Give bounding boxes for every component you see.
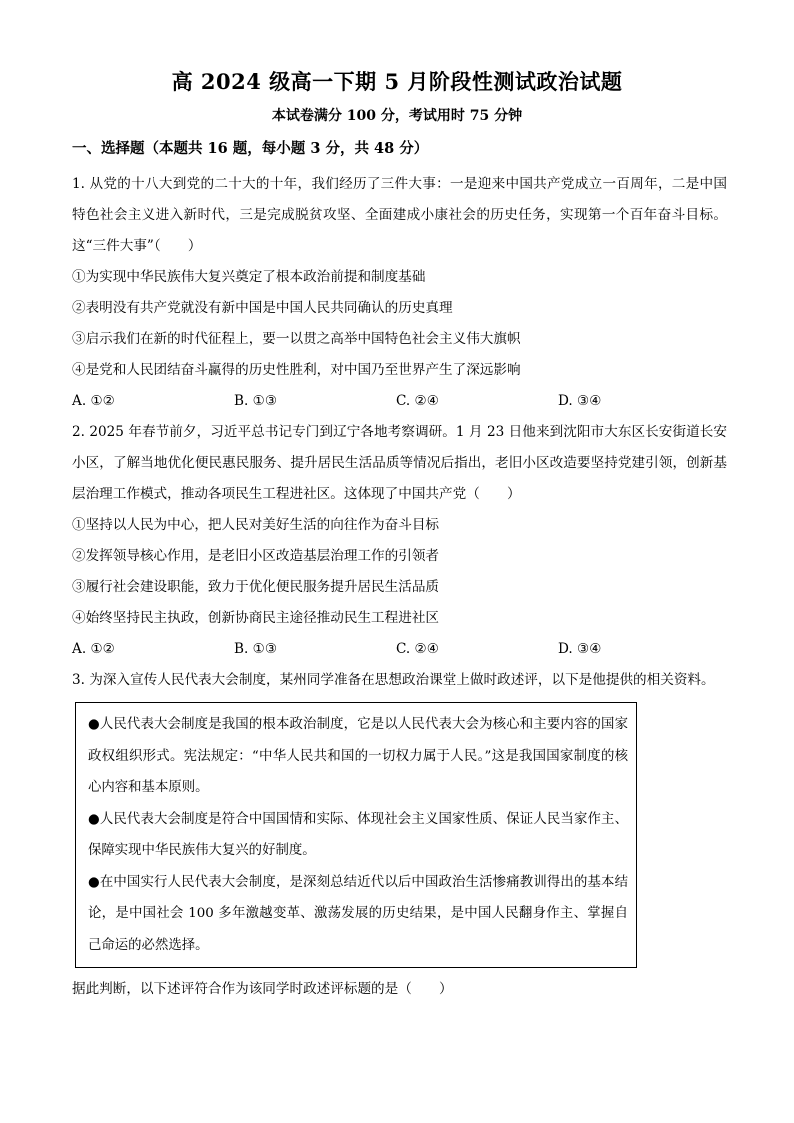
material-paragraph: ●人民代表大会制度是我国的根本政治制度，它是以人民代表大会为核心和主要内容的国家政权组织形式。宪法规定：“中华人民共和国的一切权力属于人民。”这是我国国家制度的核心内容和基本原则。	[88, 717, 628, 795]
page-title: 高 2024 级高一下期 5 月阶段性测试政治试题	[171, 69, 623, 94]
option-c[interactable]: C. ②④	[396, 393, 439, 409]
question-2-stem: 2. 2025 年春节前夕，习近平总书记专门到辽宁各地考察调研。1 月 23 日他来到沈阳市大东区长安街道长安小区，了解当地优化便民惠民服务、提升居民生活品质等情况后指出，老旧小区改造要坚持党建引领，创新基层治理工作模式，推动各项民生工程进社区。这体现了中国共产党（ ）	[72, 424, 727, 502]
question-1-stem: 1. 从党的十八大到党的二十大的十年，我们经历了三件大事：一是迎来中国共产党成立一百周年，二是中国特色社会主义进入新时代，三是完成脱贫攻坚、全面建成小康社会的历史任务，实现第一个百年奋斗目标。这“三件大事”（ ）	[72, 176, 727, 254]
option-a[interactable]: A. ①②	[72, 393, 115, 409]
question-1-item: ④是党和人民团结奋斗赢得的历史性胜利，对中国乃至世界产生了深远影响	[72, 362, 521, 378]
question-2-item: ①坚持以人民为中心，把人民对美好生活的向往作为奋斗目标	[72, 517, 440, 533]
option-d[interactable]: D. ③④	[558, 641, 602, 657]
question-1-item: ①为实现中华民族伟大复兴奠定了根本政治前提和制度基础	[72, 269, 426, 285]
question-3-stem: 3. 为深入宣传人民代表大会制度，某州同学准备在思想政治课堂上做时政述评，以下是他提供的相关资料。	[72, 672, 715, 688]
section-heading: 一、选择题（本题共 16 题，每小题 3 分，共 48 分）	[72, 140, 429, 157]
option-b[interactable]: B. ①③	[234, 641, 278, 657]
material-box	[75, 702, 637, 968]
material-paragraph: ●人民代表大会制度是符合中国国情和实际、体现社会主义国家性质、保证人民当家作主、保障实现中华民族伟大复兴的好制度。	[88, 811, 628, 858]
question-3-prompt: 据此判断，以下述评符合作为该同学时政述评标题的是（ ）	[72, 981, 453, 997]
option-c[interactable]: C. ②④	[396, 641, 439, 657]
question-2-item: ②发挥领导核心作用，是老旧小区改造基层治理工作的引领者	[72, 548, 440, 564]
option-d[interactable]: D. ③④	[558, 393, 602, 409]
option-a[interactable]: A. ①②	[72, 641, 115, 657]
question-1-item: ②表明没有共产党就没有新中国是中国人民共同确认的历史真理	[72, 300, 453, 316]
question-1-options	[72, 386, 727, 417]
material-paragraph: ●在中国实行人民代表大会制度，是深刻总结近代以后中国政治生活惨痛教训得出的基本结论，是中国社会 100 多年激越变革、激荡发展的历史结果，是中国人民翻身作主、掌握自己命运的必然选择。	[88, 874, 628, 953]
question-2-item: ③履行社会建设职能，致力于优化便民服务提升居民生活品质	[72, 579, 440, 595]
question-1-item: ③启示我们在新的时代征程上，要一以贯之高举中国特色社会主义伟大旗帜	[72, 331, 521, 347]
question-2-item: ④始终坚持民主执政，创新协商民主途径推动民生工程进社区	[72, 610, 440, 626]
questions	[72, 169, 727, 1005]
option-b[interactable]: B. ①③	[234, 393, 278, 409]
question-2-options	[72, 634, 727, 665]
page-subtitle: 本试卷满分 100 分，考试用时 75 分钟	[271, 108, 523, 124]
